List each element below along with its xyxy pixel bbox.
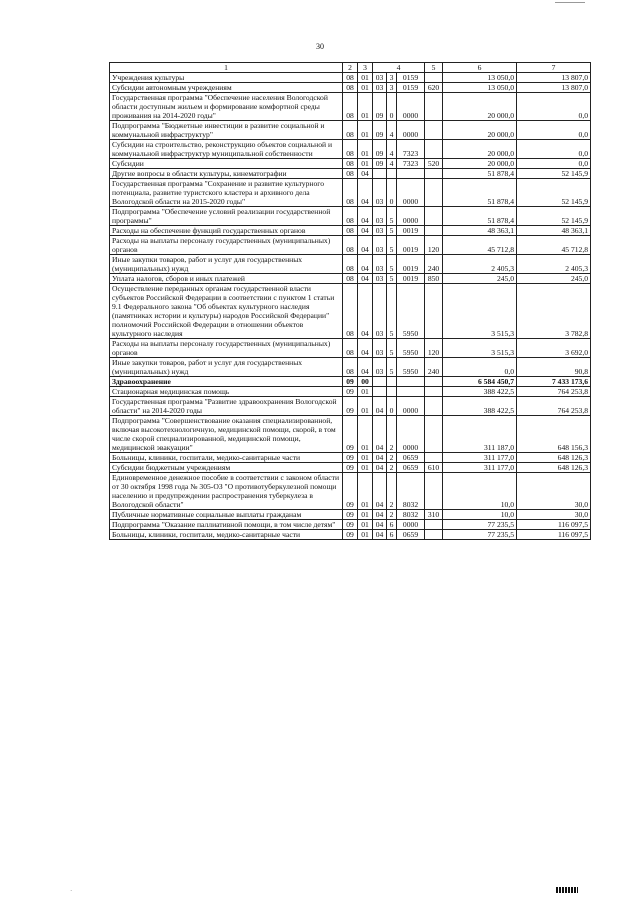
subprogram-code-cell: 2 — [387, 473, 397, 510]
table-row — [110, 387, 591, 397]
row-name-cell: Больницы, клиники, госпитали, медико-санитарные части — [110, 530, 343, 540]
table-row — [110, 530, 591, 540]
row-name-cell: Подпрограмма "Совершенствование оказания специализированной, включая высокотехнологичную, медицинской помощи, скорой, в том числе скорой специализированной, медицинской помощи, медицинской эвакуации" — [110, 416, 343, 453]
subsection-code-cell: 01 — [358, 520, 373, 530]
program-code-cell: 09 — [373, 159, 387, 169]
program-code-cell: 03 — [373, 284, 387, 339]
program-code-cell — [373, 169, 387, 179]
amount-year-1-cell: 388 422,5 — [443, 397, 517, 416]
row-name-cell: Подпрограмма "Бюджетные инвестиции в развитие социальной и коммунальной инфраструктур" — [110, 121, 343, 140]
direction-code-cell: 8032 — [397, 510, 425, 520]
row-name-cell: Здравоохранение — [110, 377, 343, 387]
amount-year-1-cell: 20 000,0 — [443, 140, 517, 159]
section-code-cell: 09 — [343, 463, 358, 473]
subprogram-code-cell: 2 — [387, 510, 397, 520]
table-row — [110, 284, 591, 339]
row-name-cell: Единовременное денежное пособие в соответствии с законом области от 30 октября 1998 года № 305-ОЗ "О противотуберкулезной помощи населению и предупреждении распространения туберкулеза в Вологодской области" — [110, 473, 343, 510]
subprogram-code-cell: 5 — [387, 274, 397, 284]
program-code-cell: 09 — [373, 93, 387, 121]
expense-type-cell: 240 — [425, 358, 443, 377]
header-cell: 4 — [373, 63, 425, 73]
amount-year-1-cell: 77 235,5 — [443, 520, 517, 530]
amount-year-2-cell: 30,0 — [517, 510, 591, 520]
section-code-cell: 08 — [343, 93, 358, 121]
expense-type-cell: 120 — [425, 236, 443, 255]
table-row — [110, 73, 591, 83]
section-code-cell: 08 — [343, 236, 358, 255]
program-code-cell: 03 — [373, 179, 387, 207]
subsection-code-cell: 01 — [358, 83, 373, 93]
direction-code-cell: 0000 — [397, 520, 425, 530]
amount-year-1-cell: 388 422,5 — [443, 387, 517, 397]
row-name-cell: Осуществление переданных органам государственной власти субъектов Российской Федерации в соответствии с пунктом 1 статьи 9.1 Федерального закона "Об объектах культурного наследия (памятниках истории и культуры) народов Российской Федерации" полномочий Российской Федерации в отношении объектов культурного наследия — [110, 284, 343, 339]
direction-code-cell: 7323 — [397, 159, 425, 169]
amount-year-1-cell: 13 050,0 — [443, 83, 517, 93]
table-row — [110, 397, 591, 416]
row-name-cell: Больницы, клиники, госпитали, медико-санитарные части — [110, 453, 343, 463]
table-row — [110, 140, 591, 159]
direction-code-cell: 0159 — [397, 73, 425, 83]
program-code-cell — [373, 387, 387, 397]
amount-year-1-cell: 3 515,3 — [443, 339, 517, 358]
table-row — [110, 274, 591, 284]
direction-code-cell: 0000 — [397, 416, 425, 453]
subsection-code-cell: 04 — [358, 226, 373, 236]
section-code-cell: 08 — [343, 339, 358, 358]
expense-type-cell — [425, 453, 443, 463]
program-code-cell: 04 — [373, 510, 387, 520]
amount-year-1-cell: 10,0 — [443, 510, 517, 520]
row-name-cell: Субсидии автономным учреждениям — [110, 83, 343, 93]
subsection-code-cell: 00 — [358, 377, 373, 387]
program-code-cell: 09 — [373, 140, 387, 159]
table-row — [110, 159, 591, 169]
subsection-code-cell: 01 — [358, 463, 373, 473]
section-code-cell: 08 — [343, 83, 358, 93]
section-code-cell: 08 — [343, 255, 358, 274]
subprogram-code-cell: 6 — [387, 530, 397, 540]
row-name-cell: Расходы на выплаты персоналу государственных (муниципальных) органов — [110, 236, 343, 255]
subsection-code-cell: 04 — [358, 274, 373, 284]
subprogram-code-cell — [387, 169, 397, 179]
program-code-cell: 04 — [373, 416, 387, 453]
expense-type-cell: 310 — [425, 510, 443, 520]
direction-code-cell: 5950 — [397, 339, 425, 358]
amount-year-1-cell: 3 515,3 — [443, 284, 517, 339]
amount-year-2-cell: 52 145,9 — [517, 179, 591, 207]
section-code-cell: 09 — [343, 377, 358, 387]
amount-year-1-cell: 0,0 — [443, 358, 517, 377]
subsection-code-cell: 01 — [358, 93, 373, 121]
program-code-cell: 04 — [373, 473, 387, 510]
program-code-cell: 03 — [373, 207, 387, 226]
table-row — [110, 463, 591, 473]
subprogram-code-cell: 2 — [387, 463, 397, 473]
direction-code-cell — [397, 377, 425, 387]
expense-type-cell: 120 — [425, 339, 443, 358]
section-code-cell: 08 — [343, 169, 358, 179]
section-code-cell: 09 — [343, 510, 358, 520]
direction-code-cell: 0159 — [397, 83, 425, 93]
expense-type-cell — [425, 93, 443, 121]
section-code-cell: 08 — [343, 284, 358, 339]
direction-code-cell — [397, 387, 425, 397]
section-code-cell: 08 — [343, 179, 358, 207]
amount-year-1-cell: 13 050,0 — [443, 73, 517, 83]
table-row — [110, 207, 591, 226]
section-code-cell: 08 — [343, 73, 358, 83]
direction-code-cell: 0659 — [397, 453, 425, 463]
table-header-row — [110, 63, 591, 73]
section-code-cell: 08 — [343, 274, 358, 284]
section-code-cell: 08 — [343, 140, 358, 159]
row-name-cell: Субсидии на строительство, реконструкцию объектов социальной и коммунальной инфраструктур муниципальной собственности — [110, 140, 343, 159]
subprogram-code-cell: 0 — [387, 179, 397, 207]
amount-year-2-cell: 52 145,9 — [517, 207, 591, 226]
subprogram-code-cell: 5 — [387, 339, 397, 358]
table-row — [110, 179, 591, 207]
section-code-cell: 09 — [343, 530, 358, 540]
amount-year-2-cell: 3 692,0 — [517, 339, 591, 358]
row-name-cell: Иные закупки товаров, работ и услуг для государственных (муниципальных) нужд — [110, 255, 343, 274]
amount-year-1-cell: 6 584 450,7 — [443, 377, 517, 387]
expense-type-cell: 620 — [425, 83, 443, 93]
direction-code-cell: 0000 — [397, 207, 425, 226]
expense-type-cell: 610 — [425, 463, 443, 473]
subprogram-code-cell — [387, 387, 397, 397]
row-name-cell: Публичные нормативные социальные выплаты гражданам — [110, 510, 343, 520]
subsection-code-cell: 04 — [358, 207, 373, 226]
table-row — [110, 83, 591, 93]
amount-year-1-cell: 77 235,5 — [443, 530, 517, 540]
section-code-cell: 09 — [343, 416, 358, 453]
subsection-code-cell: 01 — [358, 73, 373, 83]
direction-code-cell: 0000 — [397, 397, 425, 416]
program-code-cell: 03 — [373, 73, 387, 83]
amount-year-2-cell: 0,0 — [517, 93, 591, 121]
scan-edge-mark — [555, 2, 585, 5]
table-row — [110, 377, 591, 387]
program-code-cell: 03 — [373, 236, 387, 255]
amount-year-2-cell: 0,0 — [517, 159, 591, 169]
direction-code-cell: 0659 — [397, 530, 425, 540]
subprogram-code-cell: 5 — [387, 358, 397, 377]
direction-code-cell: 5950 — [397, 284, 425, 339]
direction-code-cell: 0000 — [397, 179, 425, 207]
amount-year-1-cell: 20 000,0 — [443, 159, 517, 169]
row-name-cell: Подпрограмма "Обеспечение условий реализации государственной программы" — [110, 207, 343, 226]
amount-year-1-cell: 10,0 — [443, 473, 517, 510]
page-number: 30 — [316, 42, 324, 51]
amount-year-2-cell: 3 782,8 — [517, 284, 591, 339]
row-name-cell: Расходы на выплаты персоналу государственных (муниципальных) органов — [110, 339, 343, 358]
subsection-code-cell: 04 — [358, 236, 373, 255]
amount-year-1-cell: 45 712,8 — [443, 236, 517, 255]
direction-code-cell: 8032 — [397, 473, 425, 510]
section-code-cell: 08 — [343, 358, 358, 377]
amount-year-2-cell: 45 712,8 — [517, 236, 591, 255]
expense-type-cell — [425, 179, 443, 207]
direction-code-cell: 0000 — [397, 93, 425, 121]
direction-code-cell: 0019 — [397, 255, 425, 274]
row-name-cell: Подпрограмма "Оказание паллиативной помощи, в том числе детям" — [110, 520, 343, 530]
table-row — [110, 473, 591, 510]
subsection-code-cell: 01 — [358, 121, 373, 140]
subprogram-code-cell: 3 — [387, 83, 397, 93]
subprogram-code-cell: 5 — [387, 226, 397, 236]
program-code-cell: 04 — [373, 530, 387, 540]
budget-table — [109, 62, 591, 540]
header-cell: 3 — [358, 63, 373, 73]
row-name-cell: Иные закупки товаров, работ и услуг для государственных (муниципальных) нужд — [110, 358, 343, 377]
amount-year-2-cell: 13 807,0 — [517, 73, 591, 83]
expense-type-cell — [425, 473, 443, 510]
direction-code-cell: 0659 — [397, 463, 425, 473]
amount-year-2-cell: 245,0 — [517, 274, 591, 284]
expense-type-cell: 850 — [425, 274, 443, 284]
amount-year-2-cell: 48 363,1 — [517, 226, 591, 236]
direction-code-cell: 0019 — [397, 226, 425, 236]
row-name-cell: Другие вопросы в области культуры, кинематографии — [110, 169, 343, 179]
subsection-code-cell: 01 — [358, 453, 373, 463]
amount-year-1-cell: 311 187,0 — [443, 416, 517, 453]
subprogram-code-cell: 4 — [387, 159, 397, 169]
expense-type-cell — [425, 387, 443, 397]
direction-code-cell — [397, 169, 425, 179]
subsection-code-cell: 04 — [358, 179, 373, 207]
subprogram-code-cell: 2 — [387, 453, 397, 463]
header-cell: 1 — [110, 63, 343, 73]
table-row — [110, 93, 591, 121]
table-row — [110, 169, 591, 179]
section-code-cell: 08 — [343, 226, 358, 236]
table-row — [110, 339, 591, 358]
row-name-cell: Расходы на обеспечение функций государственных органов — [110, 226, 343, 236]
amount-year-2-cell: 116 097,5 — [517, 530, 591, 540]
amount-year-2-cell: 52 145,9 — [517, 169, 591, 179]
section-code-cell: 09 — [343, 397, 358, 416]
table-row — [110, 121, 591, 140]
direction-code-cell: 0019 — [397, 274, 425, 284]
row-name-cell: Субсидии бюджетным учреждениям — [110, 463, 343, 473]
expense-type-cell: 240 — [425, 255, 443, 274]
program-code-cell: 04 — [373, 463, 387, 473]
section-code-cell: 08 — [343, 121, 358, 140]
expense-type-cell — [425, 226, 443, 236]
table-row — [110, 510, 591, 520]
expense-type-cell — [425, 520, 443, 530]
header-cell: 6 — [443, 63, 517, 73]
scan-margin-mark: · — [70, 887, 73, 895]
table-row — [110, 226, 591, 236]
amount-year-1-cell: 51 878,4 — [443, 169, 517, 179]
amount-year-2-cell: 764 253,8 — [517, 397, 591, 416]
row-name-cell: Стационарная медицинская помощь — [110, 387, 343, 397]
amount-year-2-cell: 7 433 173,6 — [517, 377, 591, 387]
section-code-cell: 08 — [343, 207, 358, 226]
expense-type-cell — [425, 284, 443, 339]
expense-type-cell — [425, 73, 443, 83]
amount-year-1-cell: 20 000,0 — [443, 121, 517, 140]
expense-type-cell — [425, 416, 443, 453]
row-name-cell: Государственная программа "Обеспечение населения Вологодской области доступным жильем и формирование комфортной среды проживания на 2014-2020 годы" — [110, 93, 343, 121]
section-code-cell: 09 — [343, 520, 358, 530]
table-row — [110, 236, 591, 255]
table-row — [110, 255, 591, 274]
barcode-mark — [556, 887, 578, 893]
expense-type-cell — [425, 397, 443, 416]
expense-type-cell — [425, 377, 443, 387]
amount-year-2-cell: 0,0 — [517, 121, 591, 140]
subprogram-code-cell: 5 — [387, 255, 397, 274]
row-name-cell: Государственная программа "Сохранение и развитие культурного потенциала, развитие туристского кластера и архивного дела Вологодской области на 2015-2020 годы" — [110, 179, 343, 207]
subsection-code-cell: 04 — [358, 358, 373, 377]
program-code-cell: 04 — [373, 520, 387, 530]
expense-type-cell: 520 — [425, 159, 443, 169]
amount-year-1-cell: 48 363,1 — [443, 226, 517, 236]
amount-year-2-cell: 764 253,8 — [517, 387, 591, 397]
subsection-code-cell: 01 — [358, 387, 373, 397]
subsection-code-cell: 04 — [358, 284, 373, 339]
expense-type-cell — [425, 121, 443, 140]
table-row — [110, 416, 591, 453]
subprogram-code-cell: 2 — [387, 416, 397, 453]
subsection-code-cell: 01 — [358, 473, 373, 510]
section-code-cell: 09 — [343, 473, 358, 510]
subprogram-code-cell: 5 — [387, 284, 397, 339]
row-name-cell: Государственная программа "Развитие здравоохранения Вологодской области" на 2014-2020 годы — [110, 397, 343, 416]
amount-year-2-cell: 13 807,0 — [517, 83, 591, 93]
amount-year-2-cell: 116 097,5 — [517, 520, 591, 530]
subprogram-code-cell: 3 — [387, 73, 397, 83]
subsection-code-cell: 04 — [358, 339, 373, 358]
subsection-code-cell: 01 — [358, 159, 373, 169]
subprogram-code-cell: 6 — [387, 520, 397, 530]
table-row — [110, 358, 591, 377]
subsection-code-cell: 01 — [358, 510, 373, 520]
program-code-cell: 04 — [373, 397, 387, 416]
amount-year-1-cell: 51 878,4 — [443, 179, 517, 207]
subprogram-code-cell: 5 — [387, 236, 397, 255]
amount-year-2-cell: 2 405,3 — [517, 255, 591, 274]
subprogram-code-cell — [387, 377, 397, 387]
program-code-cell: 04 — [373, 453, 387, 463]
header-cell: 5 — [425, 63, 443, 73]
table-row — [110, 520, 591, 530]
amount-year-2-cell: 648 126,3 — [517, 453, 591, 463]
program-code-cell: 03 — [373, 255, 387, 274]
program-code-cell: 09 — [373, 121, 387, 140]
direction-code-cell: 5950 — [397, 358, 425, 377]
program-code-cell: 03 — [373, 83, 387, 93]
subprogram-code-cell: 4 — [387, 140, 397, 159]
subsection-code-cell: 01 — [358, 397, 373, 416]
subsection-code-cell: 01 — [358, 140, 373, 159]
amount-year-2-cell: 0,0 — [517, 140, 591, 159]
amount-year-1-cell: 2 405,3 — [443, 255, 517, 274]
amount-year-1-cell: 311 177,0 — [443, 453, 517, 463]
program-code-cell: 03 — [373, 226, 387, 236]
expense-type-cell — [425, 530, 443, 540]
program-code-cell — [373, 377, 387, 387]
program-code-cell: 03 — [373, 274, 387, 284]
direction-code-cell: 0019 — [397, 236, 425, 255]
expense-type-cell — [425, 207, 443, 226]
amount-year-2-cell: 648 126,3 — [517, 463, 591, 473]
subprogram-code-cell: 4 — [387, 121, 397, 140]
row-name-cell: Субсидии — [110, 159, 343, 169]
expense-type-cell — [425, 169, 443, 179]
amount-year-1-cell: 20 000,0 — [443, 93, 517, 121]
subprogram-code-cell: 5 — [387, 207, 397, 226]
amount-year-2-cell: 90,8 — [517, 358, 591, 377]
subprogram-code-cell: 0 — [387, 93, 397, 121]
subsection-code-cell: 01 — [358, 530, 373, 540]
program-code-cell: 03 — [373, 339, 387, 358]
table-row — [110, 453, 591, 463]
direction-code-cell: 7323 — [397, 140, 425, 159]
program-code-cell: 03 — [373, 358, 387, 377]
row-name-cell: Уплата налогов, сборов и иных платежей — [110, 274, 343, 284]
section-code-cell: 08 — [343, 159, 358, 169]
subsection-code-cell: 04 — [358, 255, 373, 274]
amount-year-1-cell: 311 177,0 — [443, 463, 517, 473]
header-cell: 2 — [343, 63, 358, 73]
subsection-code-cell: 04 — [358, 169, 373, 179]
direction-code-cell: 0000 — [397, 121, 425, 140]
amount-year-1-cell: 51 878,4 — [443, 207, 517, 226]
header-cell: 7 — [517, 63, 591, 73]
subprogram-code-cell: 0 — [387, 397, 397, 416]
section-code-cell: 09 — [343, 453, 358, 463]
amount-year-2-cell: 30,0 — [517, 473, 591, 510]
row-name-cell: Учреждения культуры — [110, 73, 343, 83]
section-code-cell: 09 — [343, 387, 358, 397]
expense-type-cell — [425, 140, 443, 159]
amount-year-1-cell: 245,0 — [443, 274, 517, 284]
subsection-code-cell: 01 — [358, 416, 373, 453]
amount-year-2-cell: 648 156,3 — [517, 416, 591, 453]
